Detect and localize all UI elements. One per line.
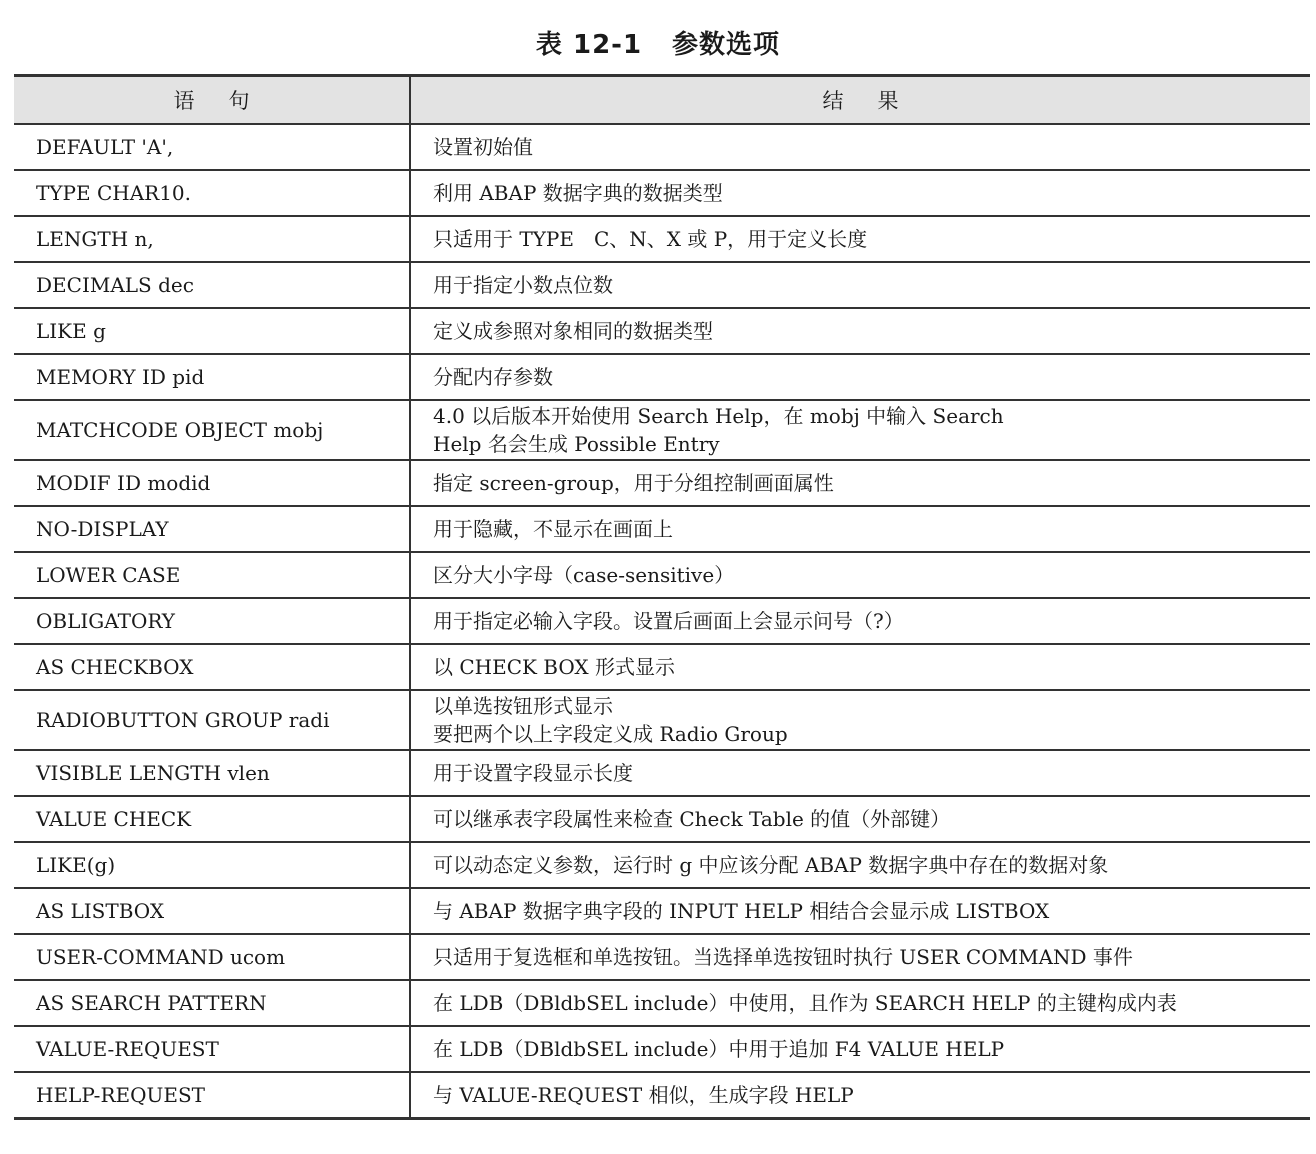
result-line: 设置初始值	[433, 135, 533, 159]
result-cell	[410, 644, 1310, 690]
result-line: 用于指定必输入字段。设置后画面上会显示问号（?）	[433, 609, 904, 633]
table-row	[14, 552, 1310, 598]
statement-cell: MEMORY ID pid	[14, 354, 410, 400]
statement-cell: NO-DISPLAY	[14, 506, 410, 552]
statement-cell: USER-COMMAND ucom	[14, 934, 410, 980]
statement-cell: LIKE(g)	[14, 842, 410, 888]
result-line: Help 名会生成 Possible Entry	[433, 432, 720, 456]
result-line: 用于设置字段显示长度	[433, 761, 633, 785]
result-line: 区分大小字母（case-sensitive）	[433, 563, 735, 587]
result-line: 用于隐藏，不显示在画面上	[433, 517, 673, 541]
result-cell	[410, 888, 1310, 934]
statement-cell: HELP-REQUEST	[14, 1072, 410, 1119]
table-row	[14, 308, 1310, 354]
statement-cell: VALUE CHECK	[14, 796, 410, 842]
table-row	[14, 750, 1310, 796]
result-line: 定义成参照对象相同的数据类型	[433, 319, 713, 343]
result-line: 可以继承表字段属性来检查 Check Table 的值（外部键）	[433, 807, 951, 831]
table-row	[14, 796, 1310, 842]
table-row	[14, 980, 1310, 1026]
result-line: 用于指定小数点位数	[433, 273, 613, 297]
result-line: 分配内存参数	[433, 365, 553, 389]
table-row	[14, 888, 1310, 934]
table-row	[14, 124, 1310, 170]
table-caption	[0, 24, 1316, 61]
statement-cell: AS LISTBOX	[14, 888, 410, 934]
statement-cell: DEFAULT 'A',	[14, 124, 410, 170]
result-cell	[410, 460, 1310, 506]
result-line: 要把两个以上字段定义成 Radio Group	[433, 722, 788, 746]
result-cell	[410, 552, 1310, 598]
result-cell	[410, 598, 1310, 644]
result-cell	[410, 1072, 1310, 1119]
statement-cell: OBLIGATORY	[14, 598, 410, 644]
table-row	[14, 216, 1310, 262]
table-row	[14, 262, 1310, 308]
statement-cell: LENGTH n,	[14, 216, 410, 262]
result-line: 指定 screen-group，用于分组控制画面属性	[433, 471, 834, 495]
result-cell	[410, 506, 1310, 552]
statement-cell: MATCHCODE OBJECT mobj	[14, 400, 410, 460]
result-line: 只适用于复选框和单选按钮。当选择单选按钮时执行 USER COMMAND 事件	[433, 945, 1133, 969]
statement-cell: VISIBLE LENGTH vlen	[14, 750, 410, 796]
result-line: 在 LDB（DBldbSEL include）中用于追加 F4 VALUE HELP	[433, 1037, 1005, 1061]
result-cell	[410, 980, 1310, 1026]
result-line: 与 VALUE-REQUEST 相似，生成字段 HELP	[433, 1083, 854, 1107]
result-line: 只适用于 TYPE C、N、X 或 P，用于定义长度	[433, 227, 868, 251]
table-row	[14, 934, 1310, 980]
result-line: 4.0 以后版本开始使用 Search Help，在 mobj 中输入 Search	[433, 404, 1004, 428]
table-row	[14, 1026, 1310, 1072]
result-line: 在 LDB（DBldbSEL include）中使用，且作为 SEARCH HELP 的主键构成内表	[433, 991, 1177, 1015]
table-row	[14, 400, 1310, 460]
table-row	[14, 842, 1310, 888]
statement-cell: LOWER CASE	[14, 552, 410, 598]
result-cell	[410, 262, 1310, 308]
table-row	[14, 644, 1310, 690]
statement-cell: DECIMALS dec	[14, 262, 410, 308]
result-cell	[410, 1026, 1310, 1072]
statement-cell: TYPE CHAR10.	[14, 170, 410, 216]
parameter-options-table	[14, 74, 1310, 1120]
result-cell	[410, 400, 1310, 460]
table-body	[14, 124, 1310, 1119]
result-line: 以单选按钮形式显示	[433, 694, 613, 718]
table-row	[14, 354, 1310, 400]
table-row	[14, 598, 1310, 644]
result-cell	[410, 308, 1310, 354]
statement-cell: AS SEARCH PATTERN	[14, 980, 410, 1026]
result-cell	[410, 750, 1310, 796]
table-row	[14, 1072, 1310, 1119]
table-row	[14, 690, 1310, 750]
statement-cell: RADIOBUTTON GROUP radi	[14, 690, 410, 750]
table-row	[14, 460, 1310, 506]
result-line: 利用 ABAP 数据字典的数据类型	[433, 181, 723, 205]
result-line: 可以动态定义参数，运行时 g 中应该分配 ABAP 数据字典中存在的数据对象	[433, 853, 1109, 877]
result-cell	[410, 796, 1310, 842]
result-line: 与 ABAP 数据字典字段的 INPUT HELP 相结合会显示成 LISTBOX	[433, 899, 1050, 923]
result-cell	[410, 690, 1310, 750]
result-cell	[410, 216, 1310, 262]
statement-cell: MODIF ID modid	[14, 460, 410, 506]
header-row	[14, 76, 1310, 125]
result-cell	[410, 842, 1310, 888]
statement-cell: LIKE g	[14, 308, 410, 354]
table-number: 表 12-1	[535, 30, 643, 60]
result-cell	[410, 354, 1310, 400]
statement-cell: VALUE-REQUEST	[14, 1026, 410, 1072]
table-title: 参数选项	[672, 30, 781, 60]
result-line: 以 CHECK BOX 形式显示	[433, 655, 676, 679]
table-row	[14, 170, 1310, 216]
result-cell	[410, 934, 1310, 980]
header-statement: 语句	[14, 76, 410, 125]
statement-cell: AS CHECKBOX	[14, 644, 410, 690]
table-row	[14, 506, 1310, 552]
result-cell	[410, 124, 1310, 170]
header-result: 结果	[410, 76, 1310, 125]
result-cell	[410, 170, 1310, 216]
